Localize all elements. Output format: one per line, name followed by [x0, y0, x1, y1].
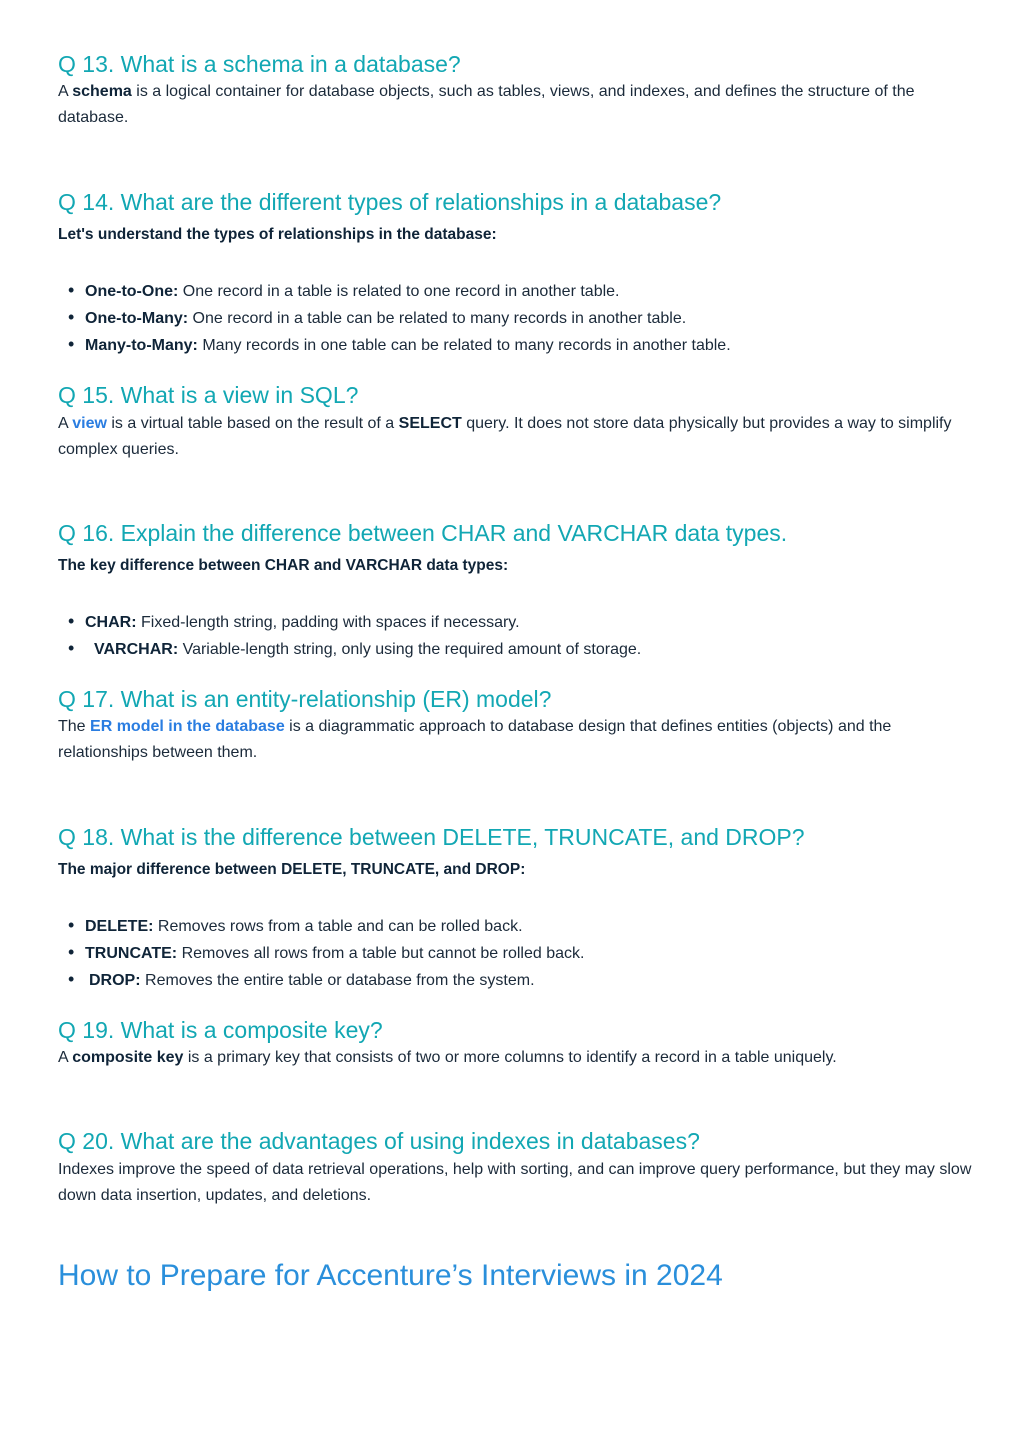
q18-heading: Q 18. What is the difference between DELETE, TRUNCATE, and DROP? — [58, 824, 805, 850]
bullet-icon: • — [68, 638, 75, 658]
list-item: • VARCHAR: Variable-length string, only using the required amount of storage. — [68, 638, 642, 658]
q14-lead: Let's understand the types of relationships in the database: — [58, 226, 497, 243]
list-item: • One-to-One: One record in a table is related to one record in another table. — [68, 280, 620, 300]
list-item: • DELETE: Removes rows from a table and can be rolled back. — [68, 915, 523, 935]
q16-heading: Q 16. Explain the difference between CHAR and VARCHAR data types. — [58, 520, 788, 546]
bullet-icon: • — [68, 915, 75, 935]
q18-lead: The major difference between DELETE, TRUNCATE, and DROP: — [58, 861, 526, 878]
list-item: • DROP: Removes the entire table or database from the system. — [68, 969, 535, 989]
q14-heading: Q 14. What are the different types of relationships in a database? — [58, 189, 722, 215]
bullet-icon: • — [68, 611, 75, 631]
q19-heading: Q 19. What is a composite key? — [58, 1017, 383, 1043]
list-item: • Many-to-Many: Many records in one table can be related to many records in another table. — [68, 334, 731, 354]
q20-heading: Q 20. What are the advantages of using indexes in databases? — [58, 1128, 700, 1154]
bullet-icon: • — [68, 334, 75, 354]
view-link[interactable]: view — [72, 415, 107, 432]
q17-heading: Q 17. What is an entity-relationship (ER) model? — [58, 686, 552, 712]
bullet-icon: • — [68, 280, 75, 300]
q15-heading: Q 15. What is a view in SQL? — [58, 382, 359, 408]
bullet-icon: • — [68, 307, 75, 327]
list-item: • TRUNCATE: Removes all rows from a table but cannot be rolled back. — [68, 942, 585, 962]
q13-heading: Q 13. What is a schema in a database? — [58, 51, 461, 77]
bullet-icon: • — [68, 942, 75, 962]
q19-answer: A composite key is a primary key that consists of two or more columns to identify a record in a table uniquely. — [58, 1049, 837, 1066]
er-model-link[interactable]: ER model in the database — [90, 718, 285, 735]
q17-answer: The ER model in the database is a diagrammatic approach to database design that defines entities (objects) and the relationships between them. — [58, 718, 892, 761]
q15-answer: A view is a virtual table based on the result of a SELECT query. It does not store data physically but provides a way to simplify complex queries. — [58, 415, 952, 458]
q13-answer: A schema is a logical container for database objects, such as tables, views, and indexes, and defines the structure of the database. — [58, 83, 915, 126]
list-item: • CHAR: Fixed-length string, padding with spaces if necessary. — [68, 611, 520, 631]
q13-term: schema — [72, 83, 132, 100]
q16-lead: The key difference between CHAR and VARCHAR data types: — [58, 557, 509, 574]
section-heading: How to Prepare for Accenture’s Interviews in 2024 — [58, 1259, 723, 1292]
list-item: • One-to-Many: One record in a table can be related to many records in another table. — [68, 307, 687, 327]
q20-answer: Indexes improve the speed of data retrieval operations, help with sorting, and can improve query performance, but they may slow down data insertion, updates, and deletions. — [58, 1161, 972, 1204]
bullet-icon: • — [68, 969, 75, 989]
